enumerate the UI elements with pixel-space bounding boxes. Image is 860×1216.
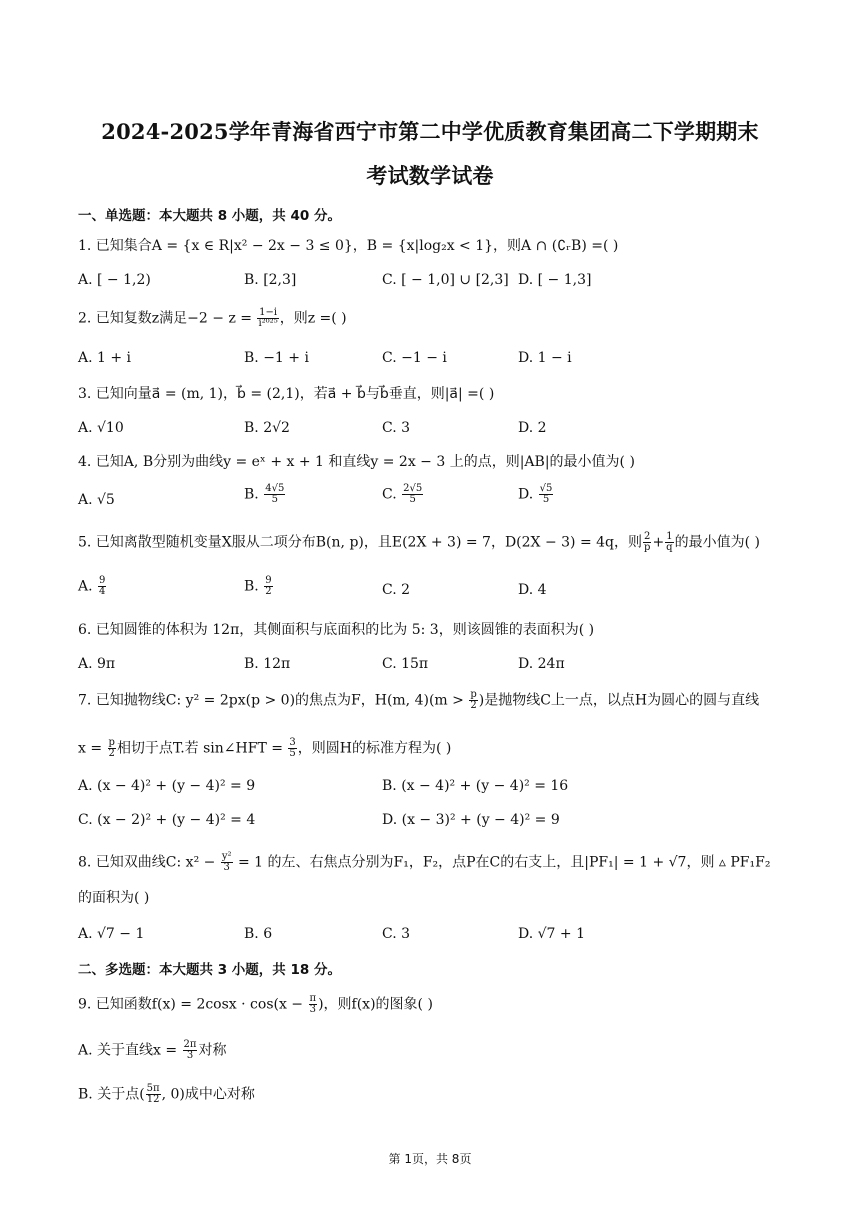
q7-frac-s	[288, 738, 296, 759]
q7-option-d: D. (x − 3)² + (y − 4)² = 9	[382, 812, 560, 828]
q6-option-c: C. 15π	[382, 656, 429, 672]
q7-line2-c: ，则圆H的标准方程为( )	[297, 740, 452, 757]
q5-a-label: A.	[78, 578, 98, 595]
q9-f-den: 3	[309, 1004, 316, 1015]
q6-option-b: B. 12π	[244, 656, 291, 672]
q5-frac-1	[643, 532, 651, 553]
q9-f-num: π	[309, 993, 317, 1004]
q4-c-den: 5	[409, 494, 416, 505]
q5-b-fraction	[264, 576, 272, 597]
q1-option-d: D. [ − 1,3]	[518, 272, 592, 288]
q6-option-d: D. 24π	[518, 656, 565, 672]
q9-option-b	[78, 1084, 255, 1105]
q8-frac-y	[221, 852, 233, 873]
q1-option-a: A. [ − 1,2)	[78, 272, 151, 288]
question-8	[78, 852, 784, 873]
q4-b-num: 4√5	[265, 483, 285, 494]
q4-d-den: 5	[542, 494, 550, 505]
q9-stem-b: )，则f(x)的图象( )	[318, 996, 433, 1013]
q1-option-b: B. [2,3]	[244, 272, 297, 288]
q2-fraction	[257, 308, 278, 329]
q5-b-label: B.	[244, 578, 264, 595]
q3-option-b: B. 2√2	[244, 420, 290, 436]
q2-option-a: A. 1 + i	[78, 350, 132, 366]
q2-stem-a: 2. 已知复数z满足−2 − z =	[78, 310, 257, 327]
q5-option-b	[244, 576, 274, 597]
q7-fp-num: p	[470, 689, 477, 700]
q3-option-d: D. 2	[518, 420, 547, 436]
q9-b-text-a: B. 关于点(	[78, 1086, 145, 1103]
title-line1: 2024-2025学年青海省西宁市第二中学优质教育集团高二下学期期末	[101, 119, 759, 144]
q7-frac-p2	[108, 738, 116, 759]
q1-option-c: C. [ − 1,0] ∪ [2,3]	[382, 272, 509, 288]
q4-option-d	[518, 484, 554, 505]
q8-option-c: C. 3	[382, 926, 411, 942]
q5-stem-a: 5. 已知离散型随机变量X服从二项分布B(n, p)，且E(2X + 3) = 7，D(2X − 3) = 4q，则	[78, 534, 643, 551]
q5-stem-b: 的最小值为( )	[674, 534, 760, 551]
q9-a-text-b: 对称	[198, 1042, 227, 1059]
q5-option-a	[78, 576, 107, 597]
question-3: 3. 已知向量a⃗ = (m, 1)，b⃗ = (2,1)，若a⃗ + b⃗与b⃗垂直，则|a⃗| =( )	[78, 386, 495, 402]
q7-frac-p	[469, 690, 477, 711]
q5-a-num: 9	[99, 575, 106, 586]
question-6: 6. 已知圆锥的体积为 12π，其侧面积与底面积的比为 5: 3，则该圆锥的表面积为( )	[78, 622, 595, 638]
q8-option-d: D. √7 + 1	[518, 926, 585, 942]
q5-f1-num: 2	[644, 531, 651, 542]
q4-option-b	[244, 484, 286, 505]
q4-c-fraction	[402, 484, 423, 505]
q9-a-fraction	[183, 1040, 198, 1061]
q5-f2-den: q	[666, 542, 673, 553]
q8-fy-den: 3	[223, 862, 230, 873]
q9-b-text-b: , 0)成中心对称	[161, 1086, 255, 1103]
section-multi-choice: 二、多选题：本大题共 3 小题，共 18 分。	[78, 962, 341, 978]
title-line2: 考试数学试卷	[366, 163, 494, 188]
q5-frac-2	[665, 532, 673, 553]
q8-option-a: A. √7 − 1	[78, 926, 145, 942]
q9-a-text-a: A. 关于直线x =	[78, 1042, 182, 1059]
q2-option-b: B. −1 + i	[244, 350, 309, 366]
q5-plus: +	[652, 534, 665, 551]
q8-option-b: B. 6	[244, 926, 273, 942]
question-7	[78, 690, 784, 711]
question-2	[78, 308, 784, 329]
q5-f1-den: p	[644, 542, 651, 553]
q5-a-fraction	[98, 576, 106, 597]
q5-f2-num: 1	[666, 531, 673, 542]
q5-a-den: 4	[99, 586, 106, 597]
question-4: 4. 已知A, B分别为曲线y = eˣ + x + 1 和直线y = 2x − 3 上的点，则|AB|的最小值为( )	[78, 454, 635, 470]
question-1: 1. 已知集合A = {x ∈ R|x² − 2x − 3 ≤ 0}，B = {x|log₂x < 1}，则A ∩ (∁ᵣB) =( )	[78, 238, 619, 254]
q7-line2-b: 相切于点T.若 sin∠HFT =	[116, 740, 288, 757]
q9-b-fraction	[146, 1084, 161, 1105]
q9-option-a	[78, 1040, 226, 1061]
q2-frac-num: 1−i	[259, 307, 278, 318]
q4-c-num: 2√5	[403, 483, 423, 494]
q2-frac-den: i²⁰²⁵	[258, 318, 278, 329]
q4-option-c	[382, 484, 424, 505]
section-single-choice: 一、单选题：本大题共 8 小题，共 40 分。	[78, 208, 341, 224]
q9-stem-a: 9. 已知函数f(x) = 2cosx · cos(x −	[78, 996, 308, 1013]
q4-option-a: A. √5	[78, 492, 115, 508]
q7-fs-num: 3	[289, 737, 296, 748]
q3-option-c: C. 3	[382, 420, 411, 436]
q7-line2-a: x =	[78, 740, 107, 757]
question-7-line2	[78, 738, 784, 759]
q7-fs-den: 5	[289, 748, 296, 759]
q3-option-a: A. √10	[78, 420, 124, 436]
q5-option-d: D. 4	[518, 582, 547, 598]
q4-b-label: B.	[244, 486, 264, 503]
q2-option-c: C. −1 − i	[382, 350, 447, 366]
q9-b-num: 5π	[146, 1083, 160, 1094]
q7-fp-den: 2	[470, 700, 477, 711]
q5-option-c: C. 2	[382, 582, 411, 598]
q8-stem-b: = 1 的左、右焦点分别为F₁，F₂，点P在C的右支上，且|PF₁| = 1 + √7，则 ▵ PF₁F₂	[233, 854, 771, 871]
q4-d-fraction	[539, 484, 554, 505]
q2-option-d: D. 1 − i	[518, 350, 572, 366]
q4-d-num: √5	[539, 483, 553, 494]
q8-fy-num: y²	[221, 851, 232, 862]
q9-b-den: 12	[146, 1094, 160, 1105]
q5-b-num: 9	[265, 575, 272, 586]
q5-b-den: 2	[265, 586, 272, 597]
q7-option-c: C. (x − 2)² + (y − 4)² = 4	[78, 812, 256, 828]
q7-option-b: B. (x − 4)² + (y − 4)² = 16	[382, 778, 569, 794]
q9-a-den: 3	[186, 1050, 194, 1061]
q2-stem-b: ，则z =( )	[279, 310, 347, 327]
q4-d-label: D.	[518, 486, 538, 503]
q9-a-num: 2π	[183, 1039, 197, 1050]
q9-frac	[309, 994, 318, 1015]
q4-c-label: C.	[382, 486, 402, 503]
q6-option-a: A. 9π	[78, 656, 116, 672]
question-8-line2: 的面积为( )	[78, 890, 150, 906]
q7-stem-b: )是抛物线C上一点，以点H为圆心的圆与直线	[478, 692, 760, 709]
q4-b-fraction	[264, 484, 285, 505]
q7-option-a: A. (x − 4)² + (y − 4)² = 9	[78, 778, 256, 794]
page-footer: 第 1页，共 8页	[388, 1152, 472, 1166]
q7-fp2-num: p	[108, 737, 115, 748]
q7-fp2-den: 2	[108, 748, 115, 759]
question-5	[78, 532, 784, 553]
q7-stem-a: 7. 已知抛物线C: y² = 2px(p > 0)的焦点为F，H(m, 4)(m >	[78, 692, 469, 709]
q8-stem-a: 8. 已知双曲线C: x² −	[78, 854, 220, 871]
q4-b-den: 5	[271, 494, 278, 505]
question-9	[78, 994, 784, 1015]
